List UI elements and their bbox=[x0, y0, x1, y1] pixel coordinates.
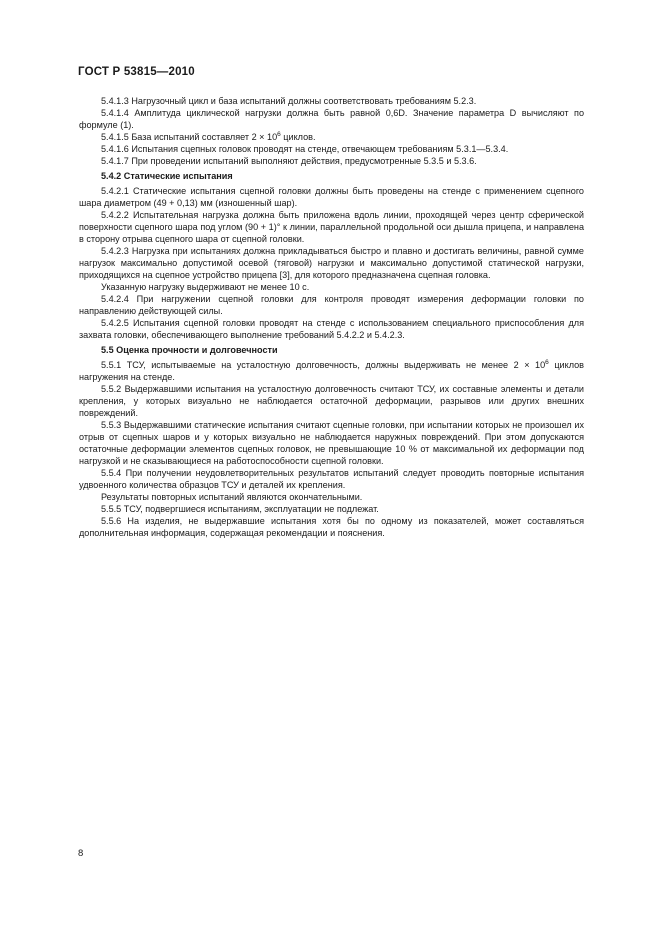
paragraph-5-4-1-6: 5.4.1.6 Испытания сцепных головок проводят на стенде, отвечающем требованиям 5.3.1—5.3.4. bbox=[101, 144, 509, 154]
document-body bbox=[79, 95, 584, 539]
paragraph-5-5-1 bbox=[79, 359, 584, 383]
paragraph-text: 5.4.1.5 База испытаний составляет 2 × 10 bbox=[101, 132, 278, 142]
paragraph-5-4-1-4: 5.4.1.4 Амплитуда циклической нагрузки должна быть равной 0,6D. Значение параметра D вычисляют по формуле (1). bbox=[79, 108, 584, 130]
document-header: ГОСТ Р 53815—2010 bbox=[78, 66, 195, 78]
paragraph-5-4-2-2: 5.4.2.2 Испытательная нагрузка должна быть приложена вдоль линии, проходящей через центр сферической поверхности сцепного шара под углом (90 + 1)° к линии, параллельной продольной оси дышла прицепа, и направлена в сторону отрыва сцепного шара от сцепной головки. bbox=[79, 210, 584, 244]
paragraph-5-4-2-4: 5.4.2.4 При нагружении сцепной головки для контроля проводят измерения деформации головки по направлению действующей силы. bbox=[79, 294, 584, 316]
paragraph-5-5-4: 5.5.4 При получении неудовлетворительных результатов испытаний следует проводить повторные испытания удвоенного количества образцов ТСУ и деталей их крепления. bbox=[79, 468, 584, 490]
section-heading-5-4-2: 5.4.2 Статические испытания bbox=[101, 171, 233, 181]
paragraph-5-4-2-1: 5.4.2.1 Статические испытания сцепной головки должны быть проведены на стенде с применением сцепного шара диаметром (49 + 0,13) мм (изношенный шар). bbox=[79, 186, 584, 208]
paragraph-text: 5.5.1 ТСУ, испытываемые на усталостную долговечность, должны выдерживать не менее 2 × 10 bbox=[101, 360, 546, 370]
paragraph-5-5-5: 5.5.5 ТСУ, подвергшиеся испытаниям, эксплуатации не подлежат. bbox=[101, 504, 379, 514]
paragraph-5-4-1-7: 5.4.1.7 При проведении испытаний выполняют действия, предусмотренные 5.3.5 и 5.3.6. bbox=[101, 156, 477, 166]
paragraph-text: циклов нагружения на стенде. bbox=[79, 360, 584, 382]
section-heading-5-5: 5.5 Оценка прочности и долговечности bbox=[101, 345, 278, 355]
paragraph-5-4-2-3: 5.4.2.3 Нагрузка при испытаниях должна прикладываться быстро и плавно и достигать величины, равной сумме нагрузок максимально допустимой осевой (тяговой) нагрузки и максимально допустимой статической нагрузки, приходящихся на сцепное устройство прицепа [3], для которого предназначена сцепная головка. bbox=[79, 246, 584, 280]
paragraph-5-4-1-3: 5.4.1.3 Нагрузочный цикл и база испытаний должны соответствовать требованиям 5.2.3. bbox=[101, 96, 477, 106]
paragraph-5-4-1-5 bbox=[79, 131, 584, 143]
paragraph-text: циклов. bbox=[280, 132, 316, 142]
page-number: 8 bbox=[78, 848, 84, 859]
paragraph-5-5-6: 5.5.6 На изделия, не выдержавшие испытания хотя бы по одному из показателей, может составляться дополнительная информация, содержащая рекомендации и пояснения. bbox=[79, 516, 584, 538]
paragraph-load-duration: Указанную нагрузку выдерживают не менее 10 с. bbox=[101, 282, 310, 292]
paragraph-5-4-2-5: 5.4.2.5 Испытания сцепной головки проводят на стенде с использованием специального приспособления для захвата головки, обеспечивающего выполнение требований 5.4.2.2 и 5.4.2.3. bbox=[79, 318, 584, 340]
paragraph-5-5-2: 5.5.2 Выдержавшими испытания на усталостную долговечность считают ТСУ, их составные элементы и детали крепления, у которых визуально не наблюдается остаточной деформации, разрывов или других внешних повреждений. bbox=[79, 384, 584, 418]
paragraph-5-5-3: 5.5.3 Выдержавшими статические испытания считают сцепные головки, при испытании которых не произошел их отрыв от сцепных шаров и у которых визуально не наблюдается наружных повреждений. При этом допускаются остаточные деформации элементов сцепных головок, не превышающие 10 % от максимальной их деформации под нагрузкой и не сказывающиеся на работоспособности сцепной головки. bbox=[79, 420, 584, 466]
superscript: 6 bbox=[545, 359, 549, 366]
paragraph-repeat-results: Результаты повторных испытаний являются окончательными. bbox=[101, 492, 363, 502]
superscript: 6 bbox=[277, 131, 281, 138]
